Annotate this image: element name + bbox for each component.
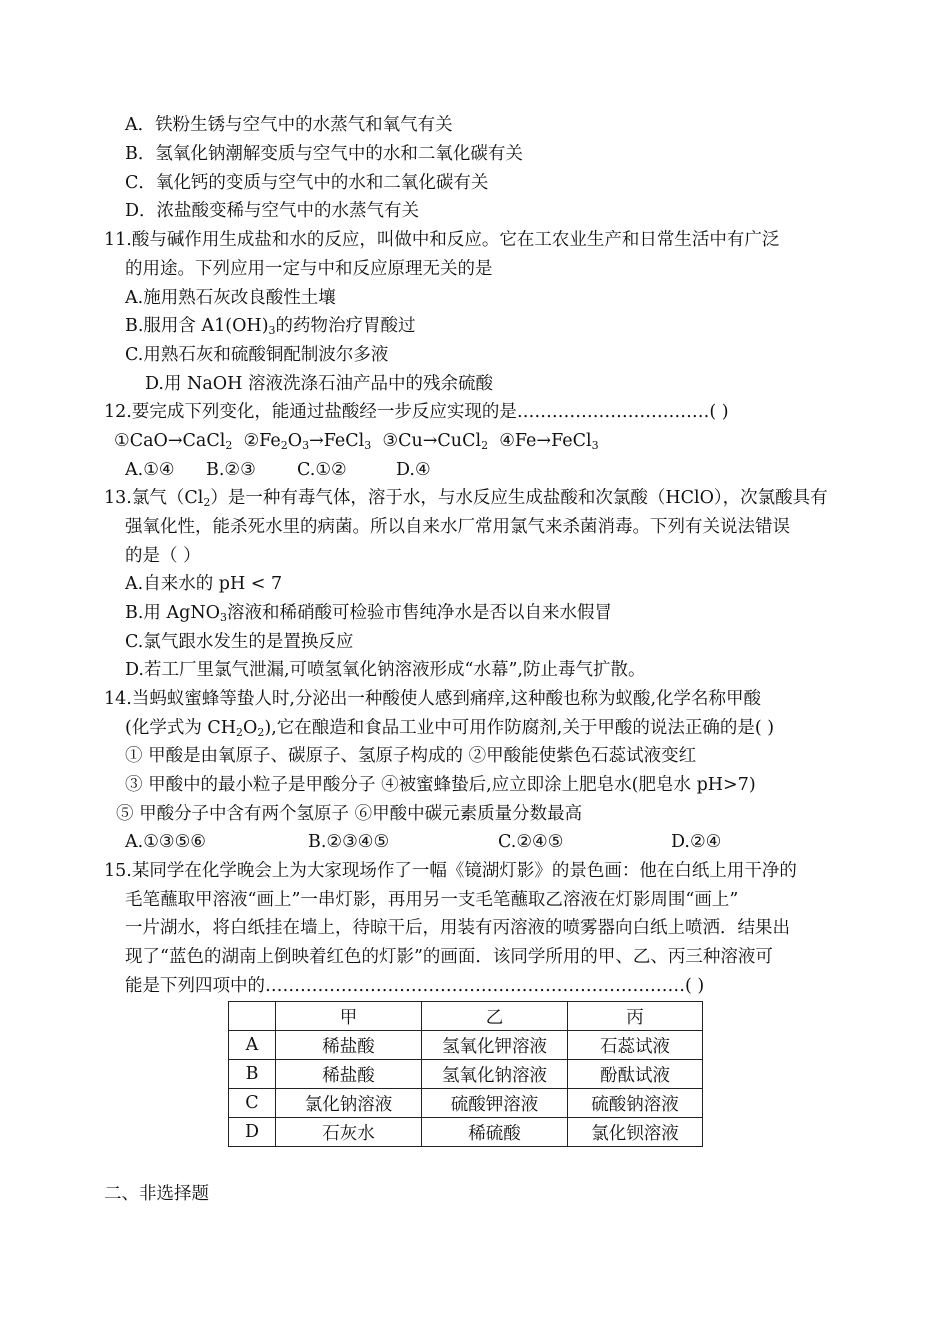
q12-option-a: A.①④ <box>125 460 175 480</box>
q14-option-d: D.②④ <box>671 832 722 852</box>
q13-stem-line2: 强氧化性，能杀死水里的病菌。所以自来水厂常用氯气来杀菌消毒。下列有关说法错误 <box>125 517 790 537</box>
table-cell: 石蕊试液 <box>568 1031 703 1060</box>
q15-stem-line3: 一片湖水，将白纸挂在墙上，待晾干后，用装有丙溶液的喷雾器向白纸上喷洒．结果出 <box>125 918 790 938</box>
table-header-row <box>229 1002 703 1031</box>
q11-option-b: B.服用含 $A1(OH)_3$的药物治疗胃酸过 <box>125 316 416 337</box>
q13-stem-line3: 的是（ ） <box>125 546 201 566</box>
q11-option-a: A.施用熟石灰改良酸性土壤 <box>125 288 336 308</box>
solutions-table <box>228 1001 703 1147</box>
q15-stem-line4: 现了“蓝色的湖南上倒映着红色的灯影”的画面．该同学所用的甲、乙、丙三种溶液可 <box>125 947 773 967</box>
table-cell: B <box>229 1060 276 1089</box>
q11-stem-line2: 的用途。下列应用一定与中和反应原理无关的是 <box>125 259 493 279</box>
q11-stem-line1: 11.酸与碱作用生成盐和水的反应，叫做中和反应。它在工农业生产和日常生活中有广泛 <box>104 230 780 250</box>
q12-option-d: D.④ <box>396 460 431 480</box>
table-cell: A <box>229 1031 276 1060</box>
table-header-cell <box>229 1002 276 1031</box>
table-cell: 氯化钡溶液 <box>568 1118 703 1147</box>
table-row <box>229 1031 703 1060</box>
q10-option-a: A．铁粉生锈与空气中的水蒸气和氧气有关 <box>125 115 453 135</box>
q14-option-c: C.②④⑤ <box>498 832 564 852</box>
table-cell: 氢氧化钠溶液 <box>422 1060 568 1089</box>
q15-stem-line5: 能是下列四项中的………………………………………………………………( ) <box>125 976 705 996</box>
q14-stem-line1: 14.当蚂蚁蜜蜂等蛰人时,分泌出一种酸使人感到痛痒,这种酸也称为蚁酸,化学名称甲酸 <box>104 689 762 709</box>
table-header-cell: 乙 <box>422 1002 568 1031</box>
q14-option-a: A.①③⑤⑥ <box>125 832 206 852</box>
q15-stem-line2: 毛笔蘸取甲溶液“画上”一串灯影，再用另一支毛笔蘸取乙溶液在灯影周围“画上” <box>125 890 739 910</box>
q10-option-b: B．氢氧化钠潮解变质与空气中的水和二氧化碳有关 <box>125 144 523 164</box>
q14-statements-line3: ⑤ 甲酸分子中含有两个氢原子 ⑥甲酸中碳元素质量分数最高 <box>116 804 583 824</box>
q14-option-b: B.②③④⑤ <box>308 832 390 852</box>
table-row <box>229 1118 703 1147</box>
table-header-cell: 甲 <box>276 1002 422 1031</box>
table-cell: D <box>229 1118 276 1147</box>
q14-statements-line1: ① 甲酸是由氧原子、碳原子、氢原子构成的 ②甲酸能使紫色石蕊试液变红 <box>125 746 697 766</box>
table-header-cell: 丙 <box>568 1002 703 1031</box>
q13-option-a: A.自来水的 pH < 7 <box>125 574 283 594</box>
table-cell: 硫酸钠溶液 <box>568 1089 703 1118</box>
q10-option-c: C．氧化钙的变质与空气中的水和二氧化碳有关 <box>125 173 489 193</box>
q13-option-b: B.用 AgNO$_3$溶液和稀硝酸可检验市售纯净水是否以自来水假冒 <box>125 603 612 624</box>
table-cell: 酚酞试液 <box>568 1060 703 1089</box>
table-cell: 硫酸钾溶液 <box>422 1089 568 1118</box>
q10-option-d: D．浓盐酸变稀与空气中的水蒸气有关 <box>125 201 420 221</box>
q12-option-c: C.①② <box>297 460 347 480</box>
q14-statements-line2: ③ 甲酸中的最小粒子是甲酸分子 ④被蜜蜂蛰后,应立即涂上肥皂水(肥皂水 pH>7) <box>125 775 756 795</box>
q12-reactions: ①CaO→CaCl$_2$ $②Fe_2O_3\to FeCl_3$ ③Cu→CuCl$_2$ ④Fe→FeCl$_3$ <box>114 431 599 452</box>
q12-stem: 12.要完成下列变化，能通过盐酸经一步反应实现的是……………………………( ) <box>104 402 729 422</box>
section-title: 二、非选择题 <box>104 1184 209 1204</box>
q14-stem-line2: (化学式为 $CH_2O_2$),它在酿造和食品工业中可用作防腐剂,关于甲酸的说法正确的是( ) <box>125 718 775 739</box>
q13-option-d: D.若工厂里氯气泄漏,可喷氢氧化钠溶液形成“水幕”,防止毒气扩散。 <box>125 660 646 680</box>
q13-stem-line1: 13.氯气$(Cl_2)$是一种有毒气体，溶于水，与水反应生成盐酸和次氯酸（HClO），次氯酸具有 <box>104 488 828 509</box>
q11-option-c: C.用熟石灰和硫酸铜配制波尔多液 <box>125 345 389 365</box>
table-cell: 石灰水 <box>276 1118 422 1147</box>
q15-stem-line1: 15.某同学在化学晚会上为大家现场作了一幅《镜湖灯影》的景色画：他在白纸上用干净的 <box>104 861 797 881</box>
table-row <box>229 1060 703 1089</box>
table-cell: 氢氧化钾溶液 <box>422 1031 568 1060</box>
q13-option-c: C.氯气跟水发生的是置换反应 <box>125 632 354 652</box>
table-cell: 稀硫酸 <box>422 1118 568 1147</box>
table-cell: 稀盐酸 <box>276 1060 422 1089</box>
q12-option-b: B.②③ <box>206 460 256 480</box>
table-row <box>229 1089 703 1118</box>
table-cell: 氯化钠溶液 <box>276 1089 422 1118</box>
table-cell: C <box>229 1089 276 1118</box>
table-cell: 稀盐酸 <box>276 1031 422 1060</box>
q11-option-d: D.用 NaOH 溶液洗涤石油产品中的残余硫酸 <box>145 374 493 394</box>
